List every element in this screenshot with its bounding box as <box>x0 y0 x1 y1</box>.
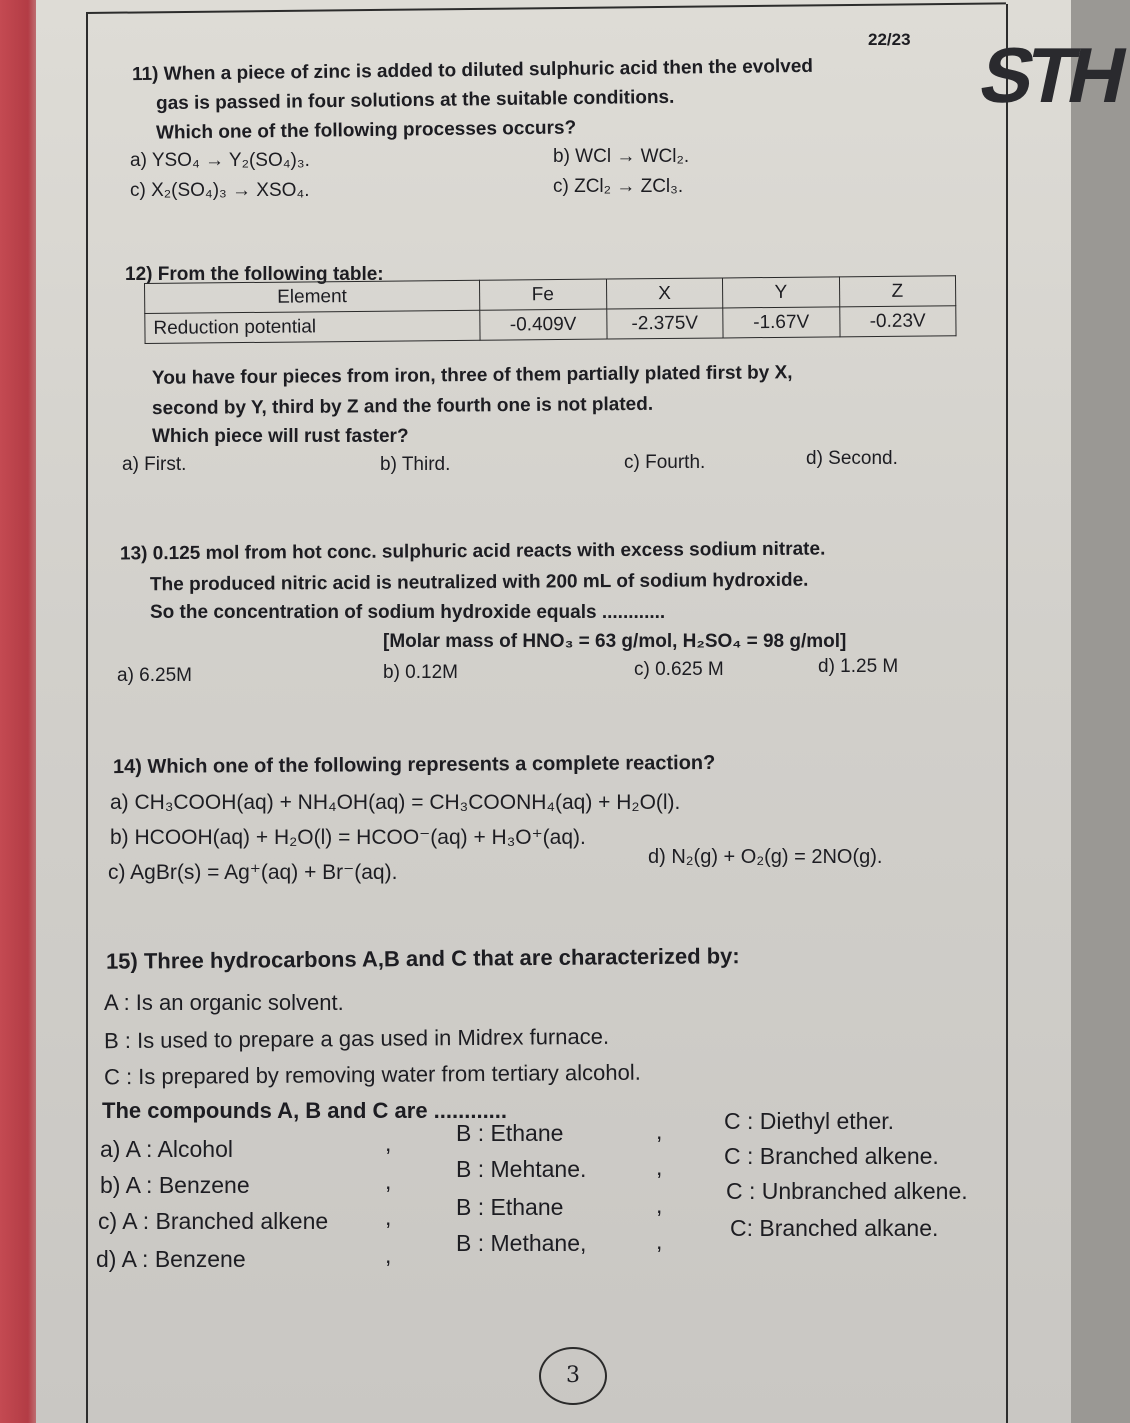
q15-a-description: A : Is an organic solvent. <box>104 990 344 1015</box>
q11-option-a: a) YSO₄ → Y₂(SO₄)₃. <box>130 150 310 171</box>
table-cell: Fe <box>479 279 606 310</box>
q13-line1: 13) 0.125 mol from hot conc. sulphuric acid reacts with excess sodium nitrate. <box>119 538 826 565</box>
table-cell: Y <box>723 277 840 308</box>
q11-line1: 11) When a piece of zinc is added to diluted sulphuric acid then the evolved <box>131 55 814 86</box>
q15-option-d-c: C: Branched alkane. <box>730 1215 939 1241</box>
q15-option-b-sep2: , <box>656 1154 663 1180</box>
q15-option-c-b: B : Ethane <box>456 1194 564 1220</box>
q15-option-c-sep2: , <box>656 1192 663 1218</box>
table-cell: -1.67V <box>723 307 840 338</box>
q12-line3: Which piece will rust faster? <box>152 426 409 447</box>
q11-option-b: b) WCl → WCl₂. <box>553 146 690 167</box>
q11-line2: gas is passed in four solutions at the suitable conditions. <box>155 86 675 115</box>
q15-option-a-sep2: , <box>656 1118 663 1144</box>
q15-option-d-sep1: , <box>385 1242 392 1268</box>
q12-option-b: b) Third. <box>380 454 451 475</box>
table-cell: Z <box>839 276 956 307</box>
table-cell: -0.409V <box>480 309 607 340</box>
q14-option-c: c) AgBr(s) = Ag⁺(aq) + Br⁻(aq). <box>108 861 398 884</box>
q15-option-b-c: C : Branched alkene. <box>724 1143 939 1169</box>
q15-b-description: B : Is used to prepare a gas used in Midrex furnace. <box>103 1023 610 1054</box>
q13-line2: The produced nitric acid is neutralized with 200 mL of sodium hydroxide. <box>149 569 809 596</box>
q15-option-c-c: C : Unbranched alkene. <box>726 1178 968 1204</box>
table-cell: -2.375V <box>606 308 723 339</box>
q12-line1: You have four pieces from iron, three of them partially plated first by X, <box>151 362 793 389</box>
q15-option-b-b: B : Mehtane. <box>456 1156 587 1182</box>
q15-option-a-b: B : Ethane <box>456 1120 564 1146</box>
q15-option-b-a: b) A : Benzene <box>100 1172 250 1198</box>
corner-text: STH <box>972 31 1130 119</box>
q13-option-b: b) 0.12M <box>383 662 458 683</box>
q13-note: [Molar mass of HNO₃ = 63 g/mol, H₂SO₄ = 98 g/mol] <box>383 631 847 652</box>
q15-question: The compounds A, B and C are ............ <box>102 1098 508 1123</box>
q11-line3: Which one of the following processes occurs? <box>155 117 577 144</box>
q12-option-a: a) First. <box>122 454 187 475</box>
q11-option-d: c) ZCl₂ → ZCl₃. <box>553 176 684 197</box>
q15-option-a-sep1: , <box>385 1130 392 1156</box>
page-number: 3 <box>539 1347 607 1405</box>
q12-option-c: c) Fourth. <box>624 452 706 473</box>
q15-option-d-b: B : Methane, <box>456 1230 587 1256</box>
table-cell: X <box>606 278 723 309</box>
q14-title: 14) Which one of the following represents a complete reaction? <box>112 751 716 779</box>
q14-option-a: a) CH₃COOH(aq) + NH₄OH(aq) = CH₃COONH₄(aq) + H₂O(l). <box>110 791 681 814</box>
q13-option-d: d) 1.25 M <box>818 656 899 677</box>
q14-option-d: d) N₂(g) + O₂(g) = 2NO(g). <box>648 846 883 868</box>
q15-option-b-sep1: , <box>385 1168 392 1194</box>
page-border-top <box>86 2 1006 14</box>
table-cell: Reduction potential <box>145 310 480 343</box>
page-border-left <box>86 14 88 1423</box>
table-cell: Element <box>145 280 480 313</box>
q15-title: 15) Three hydrocarbons A,B and C that are characterized by: <box>105 943 740 974</box>
q11-option-c: c) X₂(SO₄)₃ → XSO₄. <box>130 180 310 201</box>
q15-c-description: C : Is prepared by removing water from tertiary alcohol. <box>103 1059 641 1090</box>
page-border-right <box>1006 4 1008 1423</box>
q15-option-d-a: d) A : Benzene <box>96 1246 246 1272</box>
page-counter: 22/23 <box>868 30 911 49</box>
q12-title: 12) From the following table: <box>125 264 384 285</box>
q15-option-a-c: C : Diethyl ether. <box>724 1108 895 1134</box>
reduction-potential-table <box>144 275 957 344</box>
q13-option-c: c) 0.625 M <box>634 659 724 680</box>
q15-option-c-sep1: , <box>385 1204 392 1230</box>
q15-option-d-sep2: , <box>656 1228 663 1254</box>
q15-option-c-a: c) A : Branched alkene <box>98 1208 329 1234</box>
q12-option-d: d) Second. <box>806 448 898 469</box>
q12-line2: second by Y, third by Z and the fourth one is not plated. <box>151 393 654 420</box>
q13-option-a: a) 6.25M <box>117 665 192 686</box>
q15-option-a-a: a) A : Alcohol <box>100 1136 233 1162</box>
table-cell: -0.23V <box>839 306 956 337</box>
q14-option-b: b) HCOOH(aq) + H₂O(l) = HCOO⁻(aq) + H₃O⁺(aq). <box>110 826 586 849</box>
q13-line3: So the concentration of sodium hydroxide equals ............ <box>150 602 666 623</box>
